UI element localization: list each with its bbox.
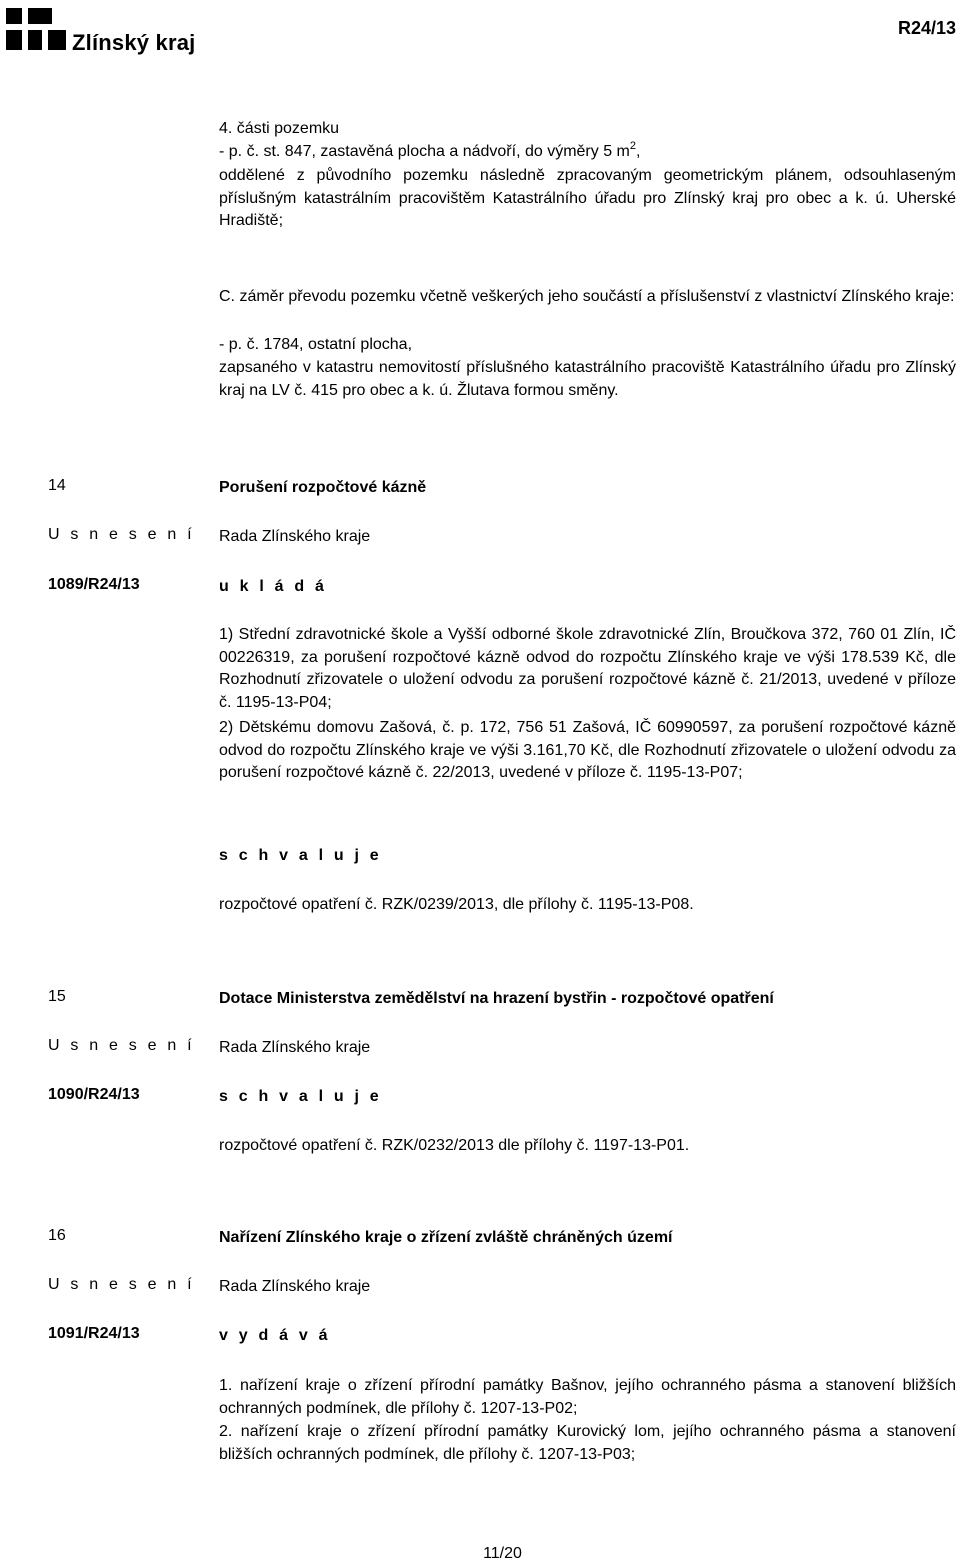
resolution-number: 1090/R24/13 [48, 1086, 140, 1103]
resolution-paragraph: 1. nařízení kraje o zřízení přírodní památky Bašnov, jejího ochranného pásma a stanovení bližších ochranných podmínek, dle přílohy č. 1207-13-P02; [219, 1377, 956, 1417]
item4-title: 4. části pozemku [219, 120, 340, 137]
resolution-number: 1089/R24/13 [48, 576, 140, 593]
resolution-paragraph: rozpočtové opatření č. RZK/0239/2013, dle přílohy č. 1195-13-P08. [219, 896, 694, 913]
resolution-label: U s n e s e n í [48, 1037, 195, 1054]
item-title: Nařízení Zlínského kraje o zřízení zvláště chráněných území [219, 1229, 673, 1246]
resolution-label: U s n e s e n í [48, 526, 195, 543]
item-number: 14 [48, 477, 66, 494]
item-number: 16 [48, 1227, 66, 1244]
item4-parcel-superscript: 2 [629, 140, 636, 152]
item-title: Dotace Ministerstva zemědělství na hrazení bystřin - rozpočtové opatření [219, 990, 774, 1007]
item-number: 15 [48, 988, 66, 1005]
item-title: Porušení rozpočtové kázně [219, 479, 427, 496]
section-c-heading: C. záměr převodu pozemku včetně veškerých jeho součástí a příslušenství z vlastnictví Zlínského kraje: [219, 288, 955, 305]
logo-square-icon [6, 8, 22, 24]
page-number: 11/20 [483, 1545, 522, 1562]
resolution-verb: s c h v a l u j e [219, 847, 382, 864]
section-c-parcel: - p. č. 1784, ostatní plocha, [219, 336, 413, 353]
item4-body: oddělené z původního pozemku následně zpracovaným geometrickým plánem, odsouhlaseným příslušným katastrálním pracovištěm Katastrálního úřadu pro Zlínský kraj pro obec a k. ú. Uherské Hradiště; [219, 167, 956, 230]
logo-square-icon [6, 30, 22, 50]
resolution-verb: v y d á v á [219, 1327, 331, 1344]
resolution-number: 1091/R24/13 [48, 1325, 140, 1342]
resolution-paragraph: 2) Dětskému domovu Zašová, č. p. 172, 756 51 Zašová, IČ 60990597, za porušení rozpočtové kázně odvod do rozpočtu Zlínského kraje ve výši 3.161,70 Kč, dle Rozhodnutí zřizovatele o uložení odvodu za porušení rozpočtové kázně č. 22/2013, uvedené v příloze č. 1195-13-P07; [219, 719, 956, 782]
resolution-body: Rada Zlínského kraje [219, 528, 371, 545]
resolution-verb: s c h v a l u j e [219, 1088, 382, 1105]
logo-square-icon [28, 30, 42, 50]
resolution-body: Rada Zlínského kraje [219, 1278, 371, 1295]
item4-parcel [219, 141, 956, 164]
logo-square-icon [28, 8, 52, 24]
resolution-label: U s n e s e n í [48, 1276, 195, 1293]
resolution-paragraph: 1) Střední zdravotnické škole a Vyšší odborné škole zdravotnické Zlín, Broučkova 372, 760 01 Zlín, IČ 00226319, za porušení rozpočtové kázně odvod do rozpočtu Zlínského kraje ve výši 178.539 Kč, dle Rozhodnutí zřizovatele o uložení odvodu za porušení rozpočtové kázně č. 21/2013, uvedené v příloze č. 1195-13-P04; [219, 626, 956, 712]
section-c-body: zapsaného v katastru nemovitostí příslušného katastrálního pracoviště Katastrálního úřadu pro Zlínský kraj na LV č. 415 pro obec a k. ú. Žlutava formou směny. [219, 359, 956, 399]
zlinsky-kraj-logo [6, 8, 196, 55]
document-reference: R24/13 [897, 18, 956, 38]
resolution-paragraph: 2. nařízení kraje o zřízení přírodní památky Kurovický lom, jejího ochranného pásma a stanovení bližších ochranných podmínek, dle přílohy č. 1207-13-P03; [219, 1423, 956, 1463]
item4-parcel-comma: , [636, 143, 641, 160]
logo-square-icon [48, 30, 66, 50]
resolution-verb: u k l á d á [219, 578, 328, 595]
logo-text: Zlínský kraj [72, 30, 196, 55]
resolution-paragraph: rozpočtové opatření č. RZK/0232/2013 dle přílohy č. 1197-13-P01. [219, 1137, 690, 1154]
item4-parcel-text: - p. č. st. 847, zastavěná plocha a nádvoří, do výměry 5 m [219, 143, 630, 160]
resolution-body: Rada Zlínského kraje [219, 1039, 371, 1056]
